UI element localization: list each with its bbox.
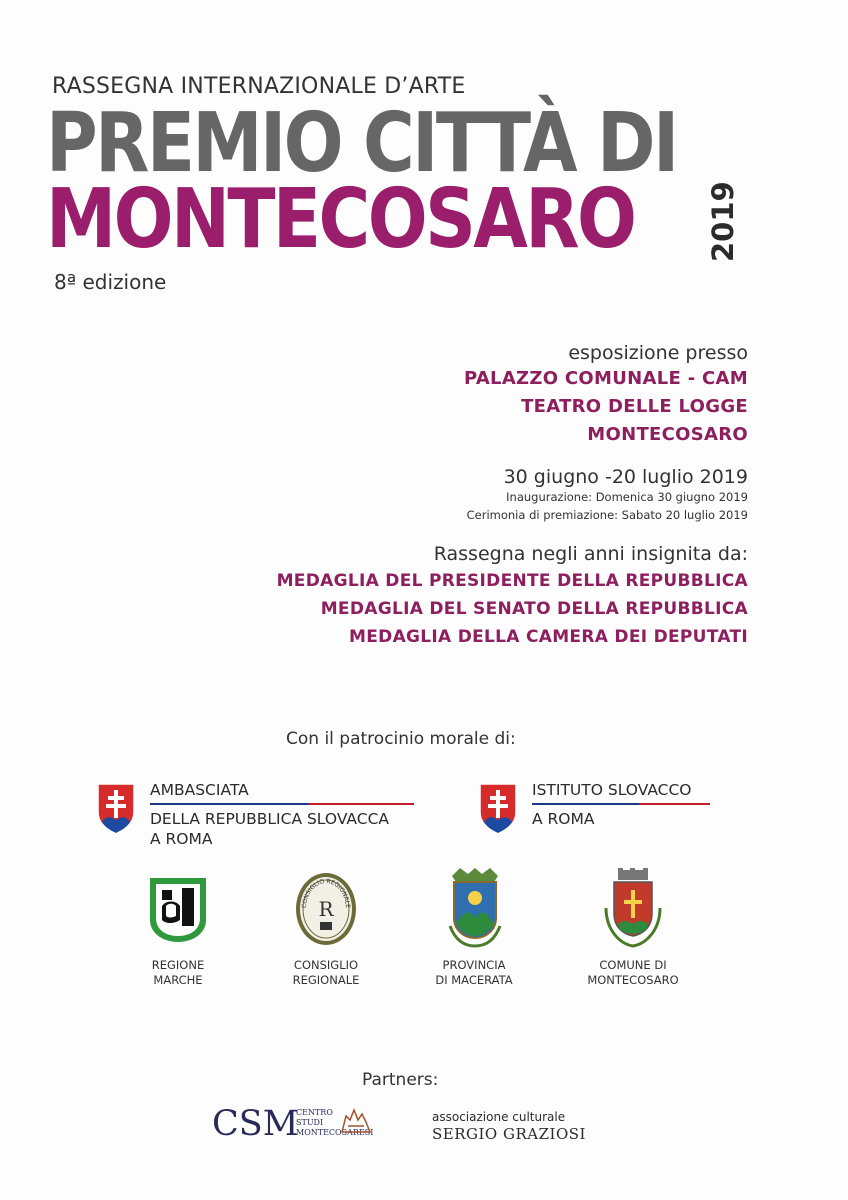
edition: 8ª edizione — [54, 270, 167, 294]
medal-line-2: MEDAGLIA DEL SENATO DELLA REPUBBLICA — [320, 599, 748, 619]
logo-caption-provincia: PROVINCIA DI MACERATA — [435, 958, 513, 987]
slovak-shield-icon — [478, 782, 518, 834]
regione-marche-logo-icon — [148, 876, 208, 944]
csm-logo-text: CENTRO STUDI MONTECOSARESI — [296, 1108, 374, 1137]
logo-caption-regione: REGIONE MARCHE — [151, 958, 205, 987]
csm-emblem-icon — [340, 1106, 372, 1134]
provincia-macerata-crest-icon — [444, 866, 506, 948]
venue-line-3: MONTECOSARO — [587, 424, 748, 445]
embassy-rule — [150, 803, 414, 805]
exhibition-label: esposizione presso — [568, 342, 748, 364]
inauguration-date: Inaugurazione: Domenica 30 giugno 2019 — [506, 490, 748, 504]
institute-line-1: ISTITUTO SLOVACCO — [532, 781, 692, 799]
patronage-label: Con il patrocinio morale di: — [286, 729, 516, 749]
medal-line-1: MEDAGLIA DEL PRESIDENTE DELLA REPUBBLICA — [276, 571, 748, 591]
logo-caption-comune: COMUNE DI MONTECOSARO — [587, 958, 679, 987]
venue-line-1: PALAZZO COMUNALE - CAM — [463, 368, 748, 389]
slovak-shield-icon — [96, 782, 136, 834]
ceremony-date: Cerimonia di premiazione: Sabato 20 luglio 2019 — [466, 508, 748, 522]
embassy-line-3: A ROMA — [150, 830, 213, 848]
subtitle: RASSEGNA INTERNAZIONALE D’ARTE — [52, 74, 466, 99]
date-range: 30 giugno -20 luglio 2019 — [503, 466, 748, 488]
honors-label: Rassegna negli anni insignita da: — [433, 543, 748, 565]
embassy-line-1: AMBASCIATA — [150, 781, 249, 799]
csm-logo-mark: CSM — [212, 1104, 299, 1144]
institute-rule — [532, 803, 710, 805]
medal-line-3: MEDAGLIA DELLA CAMERA DEI DEPUTATI — [349, 627, 748, 647]
year-vertical: 2019 — [706, 181, 740, 262]
logo-caption-consiglio: CONSIGLIO REGIONALE — [292, 958, 360, 987]
embassy-line-2: DELLA REPUBBLICA SLOVACCA — [150, 810, 390, 828]
association-name: SERGIO GRAZIOSI — [432, 1125, 586, 1143]
comune-montecosaro-crest-icon — [598, 868, 668, 948]
seal-text: CONSIGLIO REGIONALE — [300, 877, 352, 909]
svg-text:R: R — [318, 897, 334, 921]
association-line-1: associazione culturale — [432, 1110, 566, 1124]
partners-label: Partners: — [362, 1070, 439, 1090]
title-line-1: PREMIO CITTÀ DI — [46, 96, 677, 191]
consiglio-regionale-seal-icon — [295, 872, 357, 946]
institute-line-2: A ROMA — [532, 810, 595, 828]
venue-line-2: TEATRO DELLE LOGGE — [521, 396, 748, 417]
title-line-2: MONTECOSARO — [46, 172, 635, 267]
